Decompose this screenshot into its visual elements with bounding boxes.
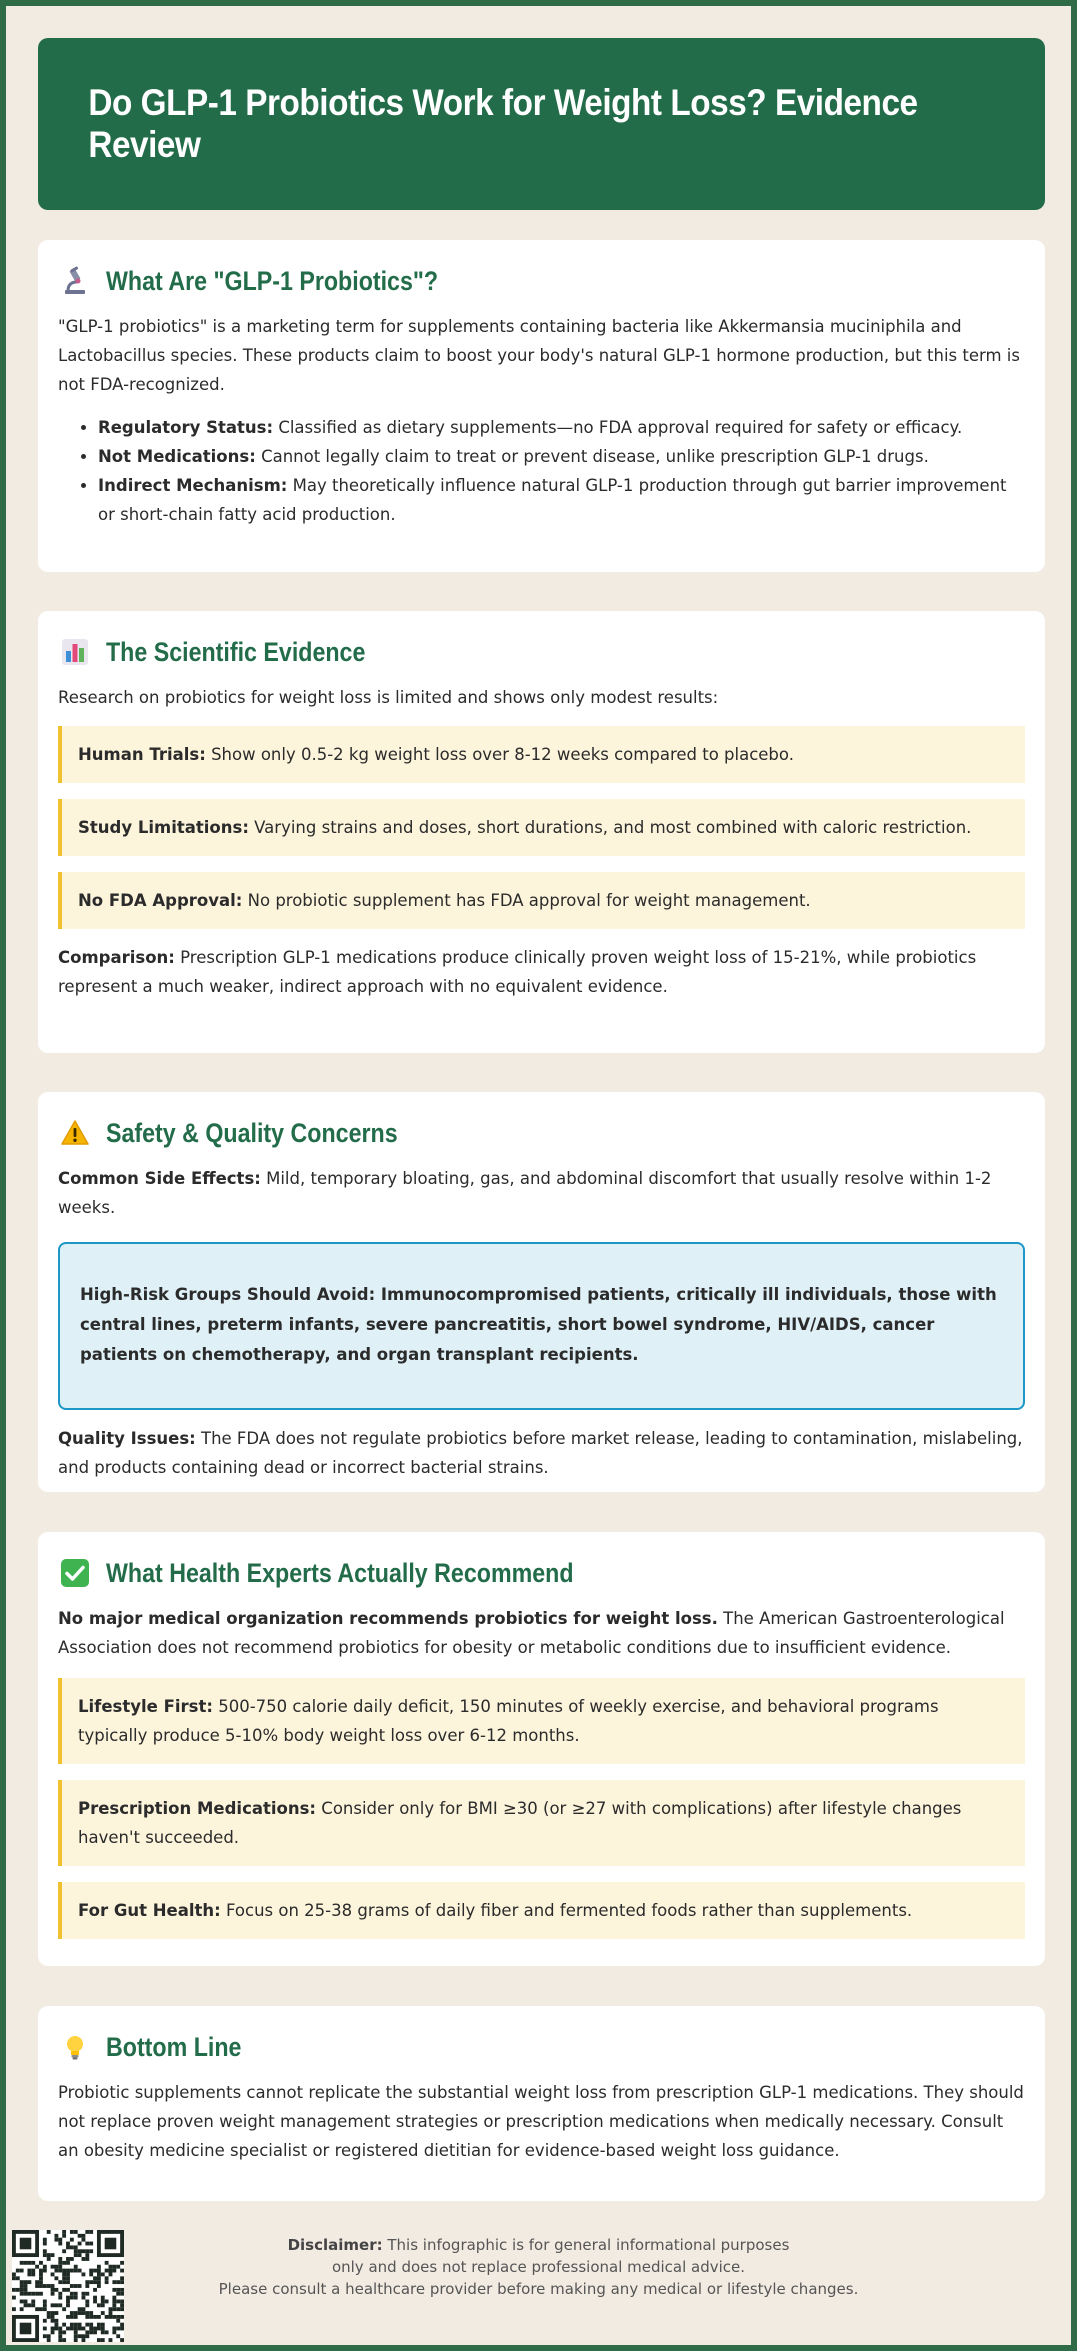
section-heading: What Health Experts Actually Recommend [106,1557,574,1588]
section-evidence [38,611,1045,1053]
disclaimer-footer [6,2234,1071,2300]
section-safety [38,1092,1045,1492]
comparison-text: Comparison: Prescription GLP-1 medications produce clinically proven weight loss of 15-21%, while probiotics represent a much weaker, indirect approach with no equivalent evidence. [58,948,977,996]
callout-human-trials: Human Trials: Show only 0.5-2 kg weight loss over 8-12 weeks compared to placebo. [58,726,1025,783]
list-item: • Not Medications: Cannot legally claim to treat or prevent disease, unlike prescription GLP-1 drugs. [98,442,1025,471]
light-bulb-icon [58,2030,92,2064]
section-experts [38,1532,1045,1966]
bar-chart-icon [58,635,92,669]
bottom-line-text: Probiotic supplements cannot replicate the substantial weight loss from prescription GLP-1 medications. They should not replace proven weight management strategies or prescription medications when medically necessary. Consult an obesity medicine specialist or registered dietitian for evidence-based weight loss guidance. [58,2083,1024,2160]
disclaimer-line-1: Disclaimer: This infographic is for general informational purposes [287,2236,790,2254]
side-effects-text: Common Side Effects: Mild, temporary bloating, gas, and abdominal discomfort that usually resolve within 1-2 weeks. [58,1169,992,1217]
list-item: • Regulatory Status: Classified as dietary supplements—no FDA approval required for safety or efficacy. [98,413,1025,442]
callout-study-limitations: Study Limitations: Varying strains and doses, short durations, and most combined with caloric restriction. [58,799,1025,856]
section-header [58,635,1025,669]
list-item: • Indirect Mechanism: May theoretically influence natural GLP-1 production through gut barrier improvement or short-chain fatty acid production. [98,471,1025,529]
page-frame [3,3,1074,2348]
section-header [58,264,1025,298]
section-heading: What Are "GLP-1 Probiotics"? [106,265,439,296]
section-header [58,1556,1025,1590]
section-heading: Safety & Quality Concerns [106,1117,398,1148]
section-heading: The Scientific Evidence [106,636,366,667]
section-intro: Research on probiotics for weight loss is limited and shows only modest results: [58,688,719,707]
section-what-are [38,240,1045,572]
microscope-icon [58,264,92,298]
section-header [58,1116,1025,1150]
section-intro: No major medical organization recommends probiotics for weight loss. The American Gastroenterological Association does not recommend probiotics for obesity or metabolic conditions due to insufficient evidence. [58,1609,1005,1657]
callout-prescription-medications: Prescription Medications: Consider only for BMI ≥30 (or ≥27 with complications) after lifestyle changes haven't succeeded. [58,1780,1025,1866]
warning-icon [58,1116,92,1150]
page-title: Do GLP-1 Probiotics Work for Weight Loss? Evidence Review [88,82,918,165]
section-bottom-line [38,2006,1045,2201]
disclaimer-line-2: only and does not replace professional medical advice. [331,2258,746,2276]
callout-gut-health: For Gut Health: Focus on 25-38 grams of daily fiber and fermented foods rather than supplements. [58,1882,1025,1939]
section-header [58,2030,1025,2064]
bullet-list [58,413,1025,529]
disclaimer-line-3: Please consult a healthcare provider before making any medical or lifestyle changes. [218,2280,859,2298]
callout-no-fda-approval: No FDA Approval: No probiotic supplement has FDA approval for weight management. [58,872,1025,929]
section-intro: "GLP-1 probiotics" is a marketing term for supplements containing bacteria like Akkermansia muciniphila and Lactobacillus species. These products claim to boost your body's natural GLP-1 hormone production, but this term is not FDA-recognized. [58,317,1020,394]
quality-issues-text: Quality Issues: The FDA does not regulate probiotics before market release, leading to contamination, mislabeling, and products containing dead or incorrect bacterial strains. [58,1429,1023,1477]
check-mark-icon [58,1556,92,1590]
callout-lifestyle-first: Lifestyle First: 500-750 calorie daily deficit, 150 minutes of weekly exercise, and behavioral programs typically produce 5-10% body weight loss over 6-12 months. [58,1678,1025,1764]
high-risk-notice: High-Risk Groups Should Avoid: Immunocompromised patients, critically ill individuals, those with central lines, preterm infants, severe pancreatitis, short bowel syndrome, HIV/AIDS, cancer patients on chemotherapy, and organ transplant recipients. [58,1242,1025,1410]
title-banner [38,38,1045,210]
section-heading: Bottom Line [106,2031,242,2062]
